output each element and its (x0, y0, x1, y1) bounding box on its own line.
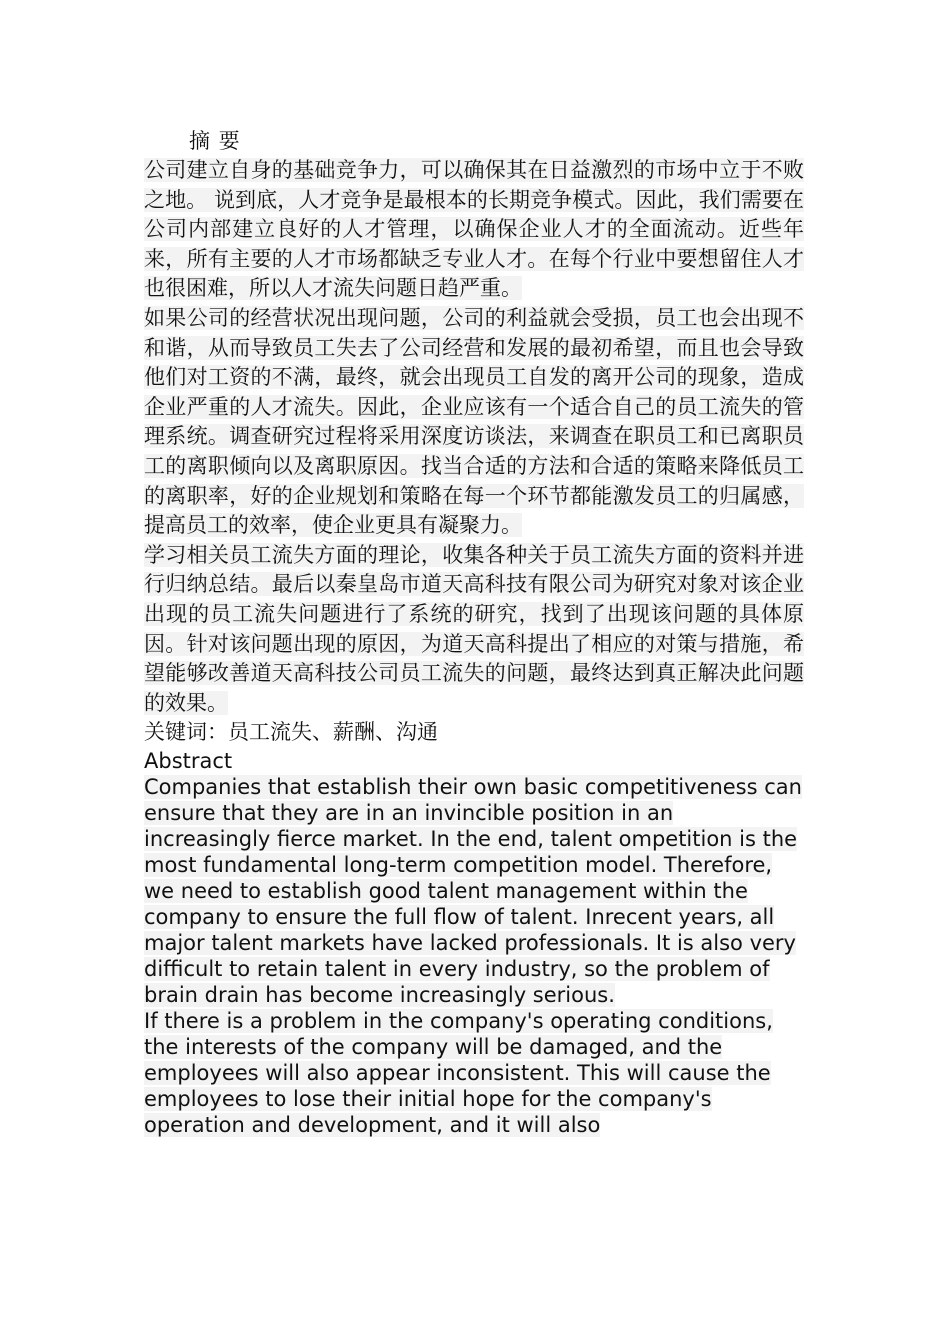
abstract-en-heading: Abstract (144, 748, 233, 773)
abstract-cn-paragraph-3: 学习相关员工流失方面的理论，收集各种关于员工流失方面的资料并进行归纳总结。最后以秦皇岛市道天高科技有限公司为研究对象对该企业出现的员工流失问题进行了系统的研究，找到了出现该问题的具体原因。针对该问题出现的原因，为道天高科提出了相应的对策与措施，希望能够改善道天高科技公司员工流失的问题，最终达到真正解决此问题的效果。 (144, 542, 804, 715)
abstract-cn-paragraph-1: 公司建立自身的基础竞争力，可以确保其在日益激烈的市场中立于不败之地。 说到底，人才竞争是最根本的长期竞争模式。因此，我们需要在公司内部建立良好的人才管理，以确保企业人才的全面流动。近些年来，所有主要的人才市场都缺乏专业人才。在每个行业中要想留住人才也很困难，所以人才流失问题日趋严重。 (144, 158, 804, 301)
abstract-cn-heading: 摘 要 (189, 129, 241, 153)
abstract-cn-keywords: 关键词：员工流失、薪酬、沟通 (144, 720, 438, 745)
abstract-en-paragraph-2: If there is a problem in the company's operating conditions, the interests of the company will be damaged, and the employees will also appear inconsistent. This will cause the employees to lose their initial hope for the company's operation and development, and it will also (144, 1008, 773, 1137)
abstract-en-paragraph-1: Companies that establish their own basic competitiveness can ensure that they are in an invincible position in an increasingly fierce market. In the end, talent ompetition is the most fundamental long-term competition model. Therefore, we need to establish good talent management within the company to ensure the full flow of talent. Inrecent years, all major talent markets have lacked professionals. It is also very difficult to retain talent in every industry, so the problem of brain drain has become increasingly serious. (144, 774, 802, 1007)
abstract-cn-paragraph-2: 如果公司的经营状况出现问题，公司的利益就会受损，员工也会出现不和谐，从而导致员工失去了公司经营和发展的最初希望，而且也会导致他们对工资的不满，最终，就会出现员工自发的离开公司的现象，造成企业严重的人才流失。因此，企业应该有一个适合自己的员工流失的管理系统。调查研究过程将采用深度访谈法，来调查在职员工和已离职员工的离职倾向以及离职原因。找当合适的方法和合适的策略来降低员工的离职率，好的企业规划和策略在每一个环节都能激发员工的归属感，提高员工的效率，使企业更具有凝聚力。 (144, 305, 804, 538)
abstract-content (144, 126, 804, 1138)
